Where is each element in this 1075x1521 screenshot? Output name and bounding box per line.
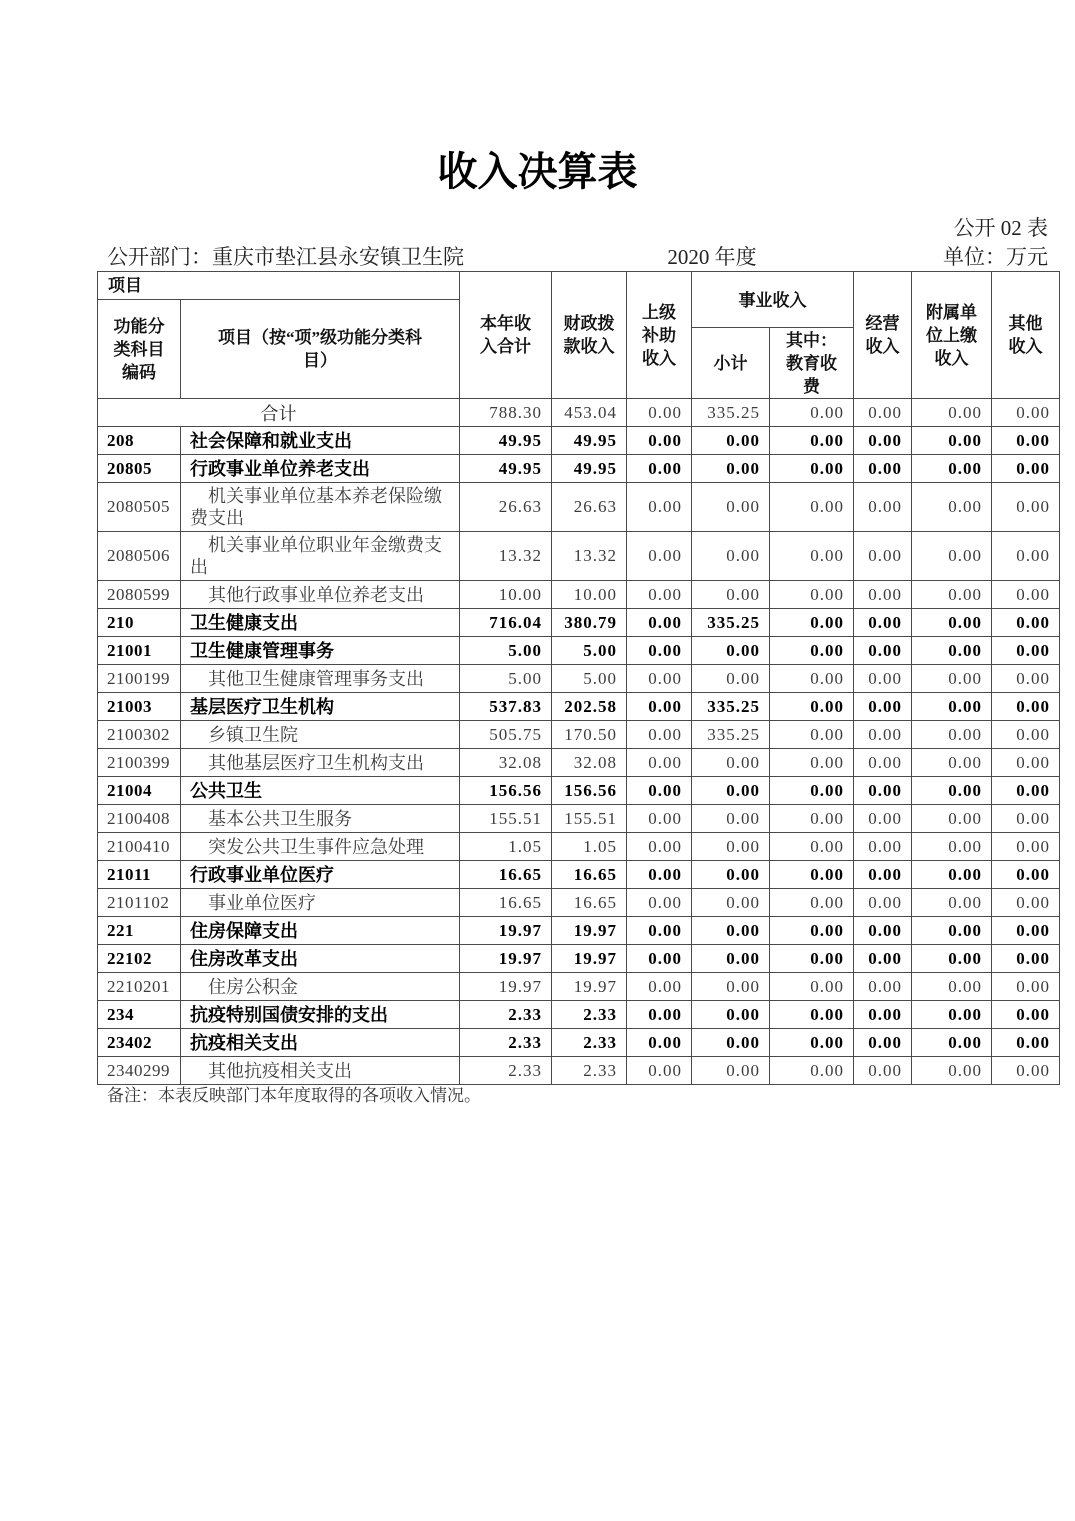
other-income-cell: 0.00 bbox=[992, 1029, 1060, 1057]
fiscal-appropriation-cell: 2.33 bbox=[552, 1057, 627, 1085]
other-income-cell: 0.00 bbox=[992, 1001, 1060, 1029]
other-income-cell: 0.00 bbox=[992, 749, 1060, 777]
unit-label: 单位：万元 bbox=[943, 245, 1048, 269]
other-income-cell: 0.00 bbox=[992, 945, 1060, 973]
education-fee-cell: 0.00 bbox=[770, 805, 854, 833]
superior-subsidy-cell: 0.00 bbox=[627, 665, 692, 693]
education-fee-cell: 0.00 bbox=[770, 665, 854, 693]
fiscal-appropriation-cell: 156.56 bbox=[552, 777, 627, 805]
education-fee-cell: 0.00 bbox=[770, 917, 854, 945]
superior-subsidy-cell: 0.00 bbox=[627, 1029, 692, 1057]
other-income-cell: 0.00 bbox=[992, 721, 1060, 749]
operating-income-cell: 0.00 bbox=[854, 1029, 912, 1057]
row-name: 卫生健康管理事务 bbox=[181, 637, 460, 665]
fiscal-appropriation-cell: 13.32 bbox=[552, 532, 627, 581]
operating-income-cell: 0.00 bbox=[854, 973, 912, 1001]
row-name: 事业单位医疗 bbox=[181, 889, 460, 917]
fiscal-appropriation-cell: 2.33 bbox=[552, 1029, 627, 1057]
education-fee-cell: 0.00 bbox=[770, 749, 854, 777]
table-body bbox=[98, 399, 1060, 1085]
superior-subsidy-cell: 0.00 bbox=[627, 721, 692, 749]
header-other-label: 其他收入 bbox=[1008, 314, 1043, 356]
total-income-cell: 13.32 bbox=[460, 532, 552, 581]
affiliated-income-cell: 0.00 bbox=[912, 581, 992, 609]
row-name: 机关事业单位基本养老保险缴费支出 bbox=[181, 483, 460, 532]
education-fee-cell: 0.00 bbox=[770, 637, 854, 665]
superior-subsidy-cell: 0.00 bbox=[627, 455, 692, 483]
total-income-cell: 19.97 bbox=[460, 917, 552, 945]
other-income-cell: 0.00 bbox=[992, 777, 1060, 805]
row-code: 20805 bbox=[98, 455, 181, 483]
row-name: 机关事业单位职业年金缴费支出 bbox=[181, 532, 460, 581]
total-row bbox=[98, 399, 1060, 427]
row-code: 2210201 bbox=[98, 973, 181, 1001]
row-name: 住房公积金 bbox=[181, 973, 460, 1001]
row-code: 2100302 bbox=[98, 721, 181, 749]
row-code: 2080505 bbox=[98, 483, 181, 532]
table-row bbox=[98, 805, 1060, 833]
business-subtotal-cell: 0.00 bbox=[692, 532, 770, 581]
row-code: 22102 bbox=[98, 945, 181, 973]
header-business-income bbox=[692, 272, 854, 328]
total-income-cell: 1.05 bbox=[460, 833, 552, 861]
row-name: 行政事业单位养老支出 bbox=[181, 455, 460, 483]
header-business-subtotal bbox=[692, 328, 770, 399]
fiscal-appropriation-cell: 5.00 bbox=[552, 637, 627, 665]
superior-subsidy-cell: 0.00 bbox=[627, 399, 692, 427]
page-title: 收入决算表 bbox=[437, 149, 638, 194]
row-code: 210 bbox=[98, 609, 181, 637]
total-income-cell: 537.83 bbox=[460, 693, 552, 721]
operating-income-cell: 0.00 bbox=[854, 721, 912, 749]
header-education-fee-label: 其中：教育收费 bbox=[786, 330, 837, 396]
affiliated-income-cell: 0.00 bbox=[912, 455, 992, 483]
education-fee-cell: 0.00 bbox=[770, 777, 854, 805]
table-row bbox=[98, 1001, 1060, 1029]
affiliated-income-cell: 0.00 bbox=[912, 532, 992, 581]
operating-income-cell: 0.00 bbox=[854, 399, 912, 427]
table-row bbox=[98, 1029, 1060, 1057]
business-subtotal-cell: 0.00 bbox=[692, 1001, 770, 1029]
row-name: 其他基层医疗卫生机构支出 bbox=[181, 749, 460, 777]
superior-subsidy-cell: 0.00 bbox=[627, 581, 692, 609]
table-row bbox=[98, 861, 1060, 889]
total-income-cell: 2.33 bbox=[460, 1057, 552, 1085]
header-business-income-label: 事业收入 bbox=[738, 290, 807, 310]
fiscal-appropriation-cell: 19.97 bbox=[552, 973, 627, 1001]
header-superior-subsidy bbox=[627, 272, 692, 399]
business-subtotal-cell: 0.00 bbox=[692, 889, 770, 917]
affiliated-income-cell: 0.00 bbox=[912, 637, 992, 665]
education-fee-cell: 0.00 bbox=[770, 1057, 854, 1085]
other-income-cell: 0.00 bbox=[992, 637, 1060, 665]
total-income-cell: 2.33 bbox=[460, 1029, 552, 1057]
business-subtotal-cell: 0.00 bbox=[692, 637, 770, 665]
row-code: 2100199 bbox=[98, 665, 181, 693]
fiscal-appropriation-cell: 380.79 bbox=[552, 609, 627, 637]
row-code: 208 bbox=[98, 427, 181, 455]
row-code: 234 bbox=[98, 1001, 181, 1029]
other-income-cell: 0.00 bbox=[992, 483, 1060, 532]
superior-subsidy-cell: 0.00 bbox=[627, 861, 692, 889]
total-income-cell: 19.97 bbox=[460, 973, 552, 1001]
header-other-income bbox=[992, 272, 1060, 399]
table-row bbox=[98, 1057, 1060, 1085]
other-income-cell: 0.00 bbox=[992, 581, 1060, 609]
row-name: 其他卫生健康管理事务支出 bbox=[181, 665, 460, 693]
affiliated-income-cell: 0.00 bbox=[912, 917, 992, 945]
header-function-code bbox=[98, 300, 181, 399]
row-name: 抗疫特别国债安排的支出 bbox=[181, 1001, 460, 1029]
footnote: 备注：本表反映部门本年度取得的各项收入情况。 bbox=[107, 1086, 481, 1105]
row-name: 基本公共卫生服务 bbox=[181, 805, 460, 833]
affiliated-income-cell: 0.00 bbox=[912, 1029, 992, 1057]
fiscal-appropriation-cell: 170.50 bbox=[552, 721, 627, 749]
row-code: 21011 bbox=[98, 861, 181, 889]
superior-subsidy-cell: 0.00 bbox=[627, 693, 692, 721]
fiscal-appropriation-cell: 32.08 bbox=[552, 749, 627, 777]
table-row bbox=[98, 693, 1060, 721]
superior-subsidy-cell: 0.00 bbox=[627, 749, 692, 777]
total-income-cell: 505.75 bbox=[460, 721, 552, 749]
header-project-name bbox=[181, 300, 460, 399]
fiscal-appropriation-cell: 16.65 bbox=[552, 861, 627, 889]
education-fee-cell: 0.00 bbox=[770, 455, 854, 483]
row-code: 2340299 bbox=[98, 1057, 181, 1085]
operating-income-cell: 0.00 bbox=[854, 777, 912, 805]
affiliated-income-cell: 0.00 bbox=[912, 945, 992, 973]
business-subtotal-cell: 0.00 bbox=[692, 455, 770, 483]
business-subtotal-cell: 0.00 bbox=[692, 917, 770, 945]
table-header bbox=[98, 272, 1060, 399]
fiscal-year: 2020 年度 bbox=[667, 245, 757, 269]
row-code: 2080506 bbox=[98, 532, 181, 581]
row-code: 21001 bbox=[98, 637, 181, 665]
operating-income-cell: 0.00 bbox=[854, 1057, 912, 1085]
total-income-cell: 16.65 bbox=[460, 889, 552, 917]
affiliated-income-cell: 0.00 bbox=[912, 427, 992, 455]
header-affiliated-label: 附属单位上缴收入 bbox=[926, 302, 977, 368]
education-fee-cell: 0.00 bbox=[770, 861, 854, 889]
table-row bbox=[98, 973, 1060, 1001]
education-fee-cell: 0.00 bbox=[770, 721, 854, 749]
total-income-cell: 10.00 bbox=[460, 581, 552, 609]
affiliated-income-cell: 0.00 bbox=[912, 483, 992, 532]
table-row bbox=[98, 581, 1060, 609]
other-income-cell: 0.00 bbox=[992, 833, 1060, 861]
superior-subsidy-cell: 0.00 bbox=[627, 1057, 692, 1085]
row-name: 行政事业单位医疗 bbox=[181, 861, 460, 889]
business-subtotal-cell: 335.25 bbox=[692, 693, 770, 721]
header-fiscal-label: 财政拨款收入 bbox=[563, 314, 615, 356]
business-subtotal-cell: 0.00 bbox=[692, 973, 770, 1001]
table-row bbox=[98, 721, 1060, 749]
header-operating-income bbox=[854, 272, 912, 399]
table-row bbox=[98, 833, 1060, 861]
total-income-cell: 2.33 bbox=[460, 1001, 552, 1029]
operating-income-cell: 0.00 bbox=[854, 917, 912, 945]
superior-subsidy-cell: 0.00 bbox=[627, 945, 692, 973]
total-income-cell: 788.30 bbox=[460, 399, 552, 427]
fiscal-appropriation-cell: 49.95 bbox=[552, 455, 627, 483]
header-total-income bbox=[460, 272, 552, 399]
operating-income-cell: 0.00 bbox=[854, 693, 912, 721]
row-name: 卫生健康支出 bbox=[181, 609, 460, 637]
superior-subsidy-cell: 0.00 bbox=[627, 427, 692, 455]
total-income-cell: 19.97 bbox=[460, 945, 552, 973]
affiliated-income-cell: 0.00 bbox=[912, 693, 992, 721]
table-row bbox=[98, 777, 1060, 805]
header-operating-label: 经营收入 bbox=[865, 314, 900, 356]
operating-income-cell: 0.00 bbox=[854, 609, 912, 637]
operating-income-cell: 0.00 bbox=[854, 749, 912, 777]
fiscal-appropriation-cell: 155.51 bbox=[552, 805, 627, 833]
row-code: 221 bbox=[98, 917, 181, 945]
row-name: 住房保障支出 bbox=[181, 917, 460, 945]
row-code: 21004 bbox=[98, 777, 181, 805]
superior-subsidy-cell: 0.00 bbox=[627, 1001, 692, 1029]
operating-income-cell: 0.00 bbox=[854, 637, 912, 665]
fiscal-appropriation-cell: 10.00 bbox=[552, 581, 627, 609]
table-row bbox=[98, 917, 1060, 945]
table-row bbox=[98, 532, 1060, 581]
affiliated-income-cell: 0.00 bbox=[912, 665, 992, 693]
row-name: 突发公共卫生事件应急处理 bbox=[181, 833, 460, 861]
superior-subsidy-cell: 0.00 bbox=[627, 637, 692, 665]
operating-income-cell: 0.00 bbox=[854, 532, 912, 581]
superior-subsidy-cell: 0.00 bbox=[627, 833, 692, 861]
row-name: 乡镇卫生院 bbox=[181, 721, 460, 749]
fiscal-appropriation-cell: 19.97 bbox=[552, 945, 627, 973]
operating-income-cell: 0.00 bbox=[854, 455, 912, 483]
total-income-cell: 716.04 bbox=[460, 609, 552, 637]
education-fee-cell: 0.00 bbox=[770, 1001, 854, 1029]
affiliated-income-cell: 0.00 bbox=[912, 1001, 992, 1029]
operating-income-cell: 0.00 bbox=[854, 1001, 912, 1029]
education-fee-cell: 0.00 bbox=[770, 1029, 854, 1057]
business-subtotal-cell: 335.25 bbox=[692, 721, 770, 749]
fiscal-appropriation-cell: 1.05 bbox=[552, 833, 627, 861]
header-name-label: 项目（按“项”级功能分类科目） bbox=[218, 328, 422, 370]
affiliated-income-cell: 0.00 bbox=[912, 805, 992, 833]
total-income-cell: 156.56 bbox=[460, 777, 552, 805]
table-row bbox=[98, 889, 1060, 917]
table-row bbox=[98, 455, 1060, 483]
other-income-cell: 0.00 bbox=[992, 455, 1060, 483]
operating-income-cell: 0.00 bbox=[854, 861, 912, 889]
other-income-cell: 0.00 bbox=[992, 532, 1060, 581]
business-subtotal-cell: 0.00 bbox=[692, 749, 770, 777]
business-subtotal-cell: 0.00 bbox=[692, 665, 770, 693]
row-code: 2100399 bbox=[98, 749, 181, 777]
fiscal-appropriation-cell: 2.33 bbox=[552, 1001, 627, 1029]
business-subtotal-cell: 0.00 bbox=[692, 833, 770, 861]
operating-income-cell: 0.00 bbox=[854, 945, 912, 973]
total-income-cell: 155.51 bbox=[460, 805, 552, 833]
header-fiscal-appropriation bbox=[552, 272, 627, 399]
business-subtotal-cell: 0.00 bbox=[692, 945, 770, 973]
superior-subsidy-cell: 0.00 bbox=[627, 973, 692, 1001]
education-fee-cell: 0.00 bbox=[770, 833, 854, 861]
affiliated-income-cell: 0.00 bbox=[912, 973, 992, 1001]
superior-subsidy-cell: 0.00 bbox=[627, 532, 692, 581]
superior-subsidy-cell: 0.00 bbox=[627, 805, 692, 833]
fiscal-appropriation-cell: 16.65 bbox=[552, 889, 627, 917]
business-subtotal-cell: 0.00 bbox=[692, 805, 770, 833]
education-fee-cell: 0.00 bbox=[770, 609, 854, 637]
business-subtotal-cell: 0.00 bbox=[692, 427, 770, 455]
table-row bbox=[98, 749, 1060, 777]
business-subtotal-cell: 335.25 bbox=[692, 399, 770, 427]
table-row bbox=[98, 945, 1060, 973]
other-income-cell: 0.00 bbox=[992, 805, 1060, 833]
operating-income-cell: 0.00 bbox=[854, 833, 912, 861]
header-project: 项目 bbox=[98, 272, 460, 300]
table-row bbox=[98, 483, 1060, 532]
education-fee-cell: 0.00 bbox=[770, 581, 854, 609]
education-fee-cell: 0.00 bbox=[770, 483, 854, 532]
table-row bbox=[98, 427, 1060, 455]
superior-subsidy-cell: 0.00 bbox=[627, 777, 692, 805]
header-subtotal-label: 小计 bbox=[713, 354, 748, 374]
table-row bbox=[98, 637, 1060, 665]
business-subtotal-cell: 0.00 bbox=[692, 581, 770, 609]
table-row bbox=[98, 609, 1060, 637]
header-affiliated-income bbox=[912, 272, 992, 399]
affiliated-income-cell: 0.00 bbox=[912, 889, 992, 917]
superior-subsidy-cell: 0.00 bbox=[627, 609, 692, 637]
row-code: 21003 bbox=[98, 693, 181, 721]
row-code: 2080599 bbox=[98, 581, 181, 609]
other-income-cell: 0.00 bbox=[992, 665, 1060, 693]
education-fee-cell: 0.00 bbox=[770, 945, 854, 973]
total-income-cell: 16.65 bbox=[460, 861, 552, 889]
superior-subsidy-cell: 0.00 bbox=[627, 483, 692, 532]
header-total-income-label: 本年收入合计 bbox=[480, 314, 531, 356]
affiliated-income-cell: 0.00 bbox=[912, 1057, 992, 1085]
education-fee-cell: 0.00 bbox=[770, 693, 854, 721]
department-label: 公开部门：重庆市垫江县永安镇卫生院 bbox=[107, 245, 464, 269]
operating-income-cell: 0.00 bbox=[854, 581, 912, 609]
row-name: 抗疫相关支出 bbox=[181, 1029, 460, 1057]
row-name: 社会保障和就业支出 bbox=[181, 427, 460, 455]
affiliated-income-cell: 0.00 bbox=[912, 861, 992, 889]
affiliated-income-cell: 0.00 bbox=[912, 777, 992, 805]
fiscal-appropriation-cell: 49.95 bbox=[552, 427, 627, 455]
other-income-cell: 0.00 bbox=[992, 861, 1060, 889]
superior-subsidy-cell: 0.00 bbox=[627, 889, 692, 917]
business-subtotal-cell: 0.00 bbox=[692, 1029, 770, 1057]
total-label: 合计 bbox=[98, 399, 460, 427]
education-fee-cell: 0.00 bbox=[770, 399, 854, 427]
other-income-cell: 0.00 bbox=[992, 1057, 1060, 1085]
fiscal-appropriation-cell: 453.04 bbox=[552, 399, 627, 427]
business-subtotal-cell: 0.00 bbox=[692, 1057, 770, 1085]
total-income-cell: 32.08 bbox=[460, 749, 552, 777]
row-name: 其他行政事业单位养老支出 bbox=[181, 581, 460, 609]
other-income-cell: 0.00 bbox=[992, 917, 1060, 945]
business-subtotal-cell: 0.00 bbox=[692, 777, 770, 805]
income-report-table bbox=[97, 271, 1060, 1085]
total-income-cell: 49.95 bbox=[460, 427, 552, 455]
other-income-cell: 0.00 bbox=[992, 399, 1060, 427]
fiscal-appropriation-cell: 26.63 bbox=[552, 483, 627, 532]
business-subtotal-cell: 0.00 bbox=[692, 861, 770, 889]
operating-income-cell: 0.00 bbox=[854, 665, 912, 693]
header-row-1 bbox=[98, 272, 1060, 300]
other-income-cell: 0.00 bbox=[992, 427, 1060, 455]
affiliated-income-cell: 0.00 bbox=[912, 749, 992, 777]
superior-subsidy-cell: 0.00 bbox=[627, 917, 692, 945]
affiliated-income-cell: 0.00 bbox=[912, 609, 992, 637]
fiscal-appropriation-cell: 5.00 bbox=[552, 665, 627, 693]
education-fee-cell: 0.00 bbox=[770, 973, 854, 1001]
row-name: 其他抗疫相关支出 bbox=[181, 1057, 460, 1085]
education-fee-cell: 0.00 bbox=[770, 889, 854, 917]
header-education-fee bbox=[770, 328, 854, 399]
row-code: 2101102 bbox=[98, 889, 181, 917]
other-income-cell: 0.00 bbox=[992, 973, 1060, 1001]
operating-income-cell: 0.00 bbox=[854, 805, 912, 833]
header-code-label: 功能分类科目编码 bbox=[113, 316, 165, 382]
total-income-cell: 26.63 bbox=[460, 483, 552, 532]
total-income-cell: 5.00 bbox=[460, 637, 552, 665]
operating-income-cell: 0.00 bbox=[854, 483, 912, 532]
row-name: 公共卫生 bbox=[181, 777, 460, 805]
fiscal-appropriation-cell: 19.97 bbox=[552, 917, 627, 945]
education-fee-cell: 0.00 bbox=[770, 532, 854, 581]
row-name: 基层医疗卫生机构 bbox=[181, 693, 460, 721]
total-income-cell: 5.00 bbox=[460, 665, 552, 693]
row-name: 住房改革支出 bbox=[181, 945, 460, 973]
affiliated-income-cell: 0.00 bbox=[912, 399, 992, 427]
affiliated-income-cell: 0.00 bbox=[912, 721, 992, 749]
table-row bbox=[98, 665, 1060, 693]
row-code: 2100410 bbox=[98, 833, 181, 861]
operating-income-cell: 0.00 bbox=[854, 427, 912, 455]
row-code: 2100408 bbox=[98, 805, 181, 833]
affiliated-income-cell: 0.00 bbox=[912, 833, 992, 861]
header-superior-subsidy-label: 上级补助收入 bbox=[642, 302, 676, 368]
other-income-cell: 0.00 bbox=[992, 609, 1060, 637]
operating-income-cell: 0.00 bbox=[854, 889, 912, 917]
business-subtotal-cell: 335.25 bbox=[692, 609, 770, 637]
other-income-cell: 0.00 bbox=[992, 889, 1060, 917]
education-fee-cell: 0.00 bbox=[770, 427, 854, 455]
form-number: 公开 02 表 bbox=[953, 216, 1048, 240]
total-income-cell: 49.95 bbox=[460, 455, 552, 483]
other-income-cell: 0.00 bbox=[992, 693, 1060, 721]
fiscal-appropriation-cell: 202.58 bbox=[552, 693, 627, 721]
row-code: 23402 bbox=[98, 1029, 181, 1057]
business-subtotal-cell: 0.00 bbox=[692, 483, 770, 532]
